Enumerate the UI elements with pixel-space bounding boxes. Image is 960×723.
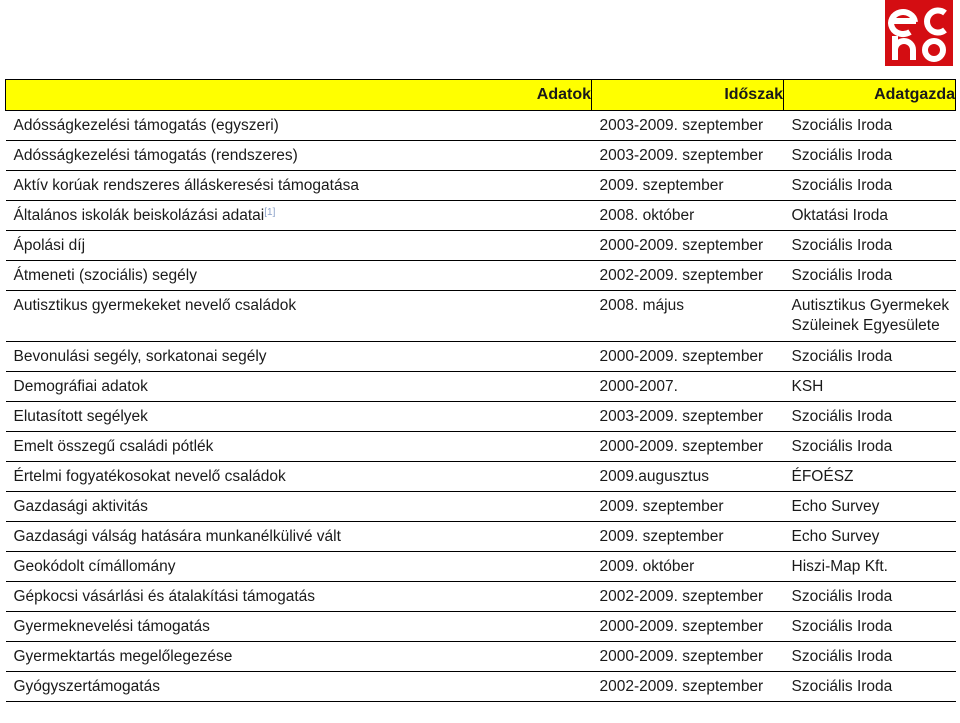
cell-data: Gazdasági aktivitás — [6, 492, 592, 522]
cell-period: 2002-2009. szeptember — [592, 582, 784, 612]
cell-period: 2000-2009. szeptember — [592, 642, 784, 672]
cell-owner: Szociális Iroda — [784, 111, 956, 141]
cell-data: Emelt összegű családi pótlék — [6, 432, 592, 462]
cell-owner: Szociális Iroda — [784, 141, 956, 171]
footnote-ref-link[interactable]: [1] — [264, 207, 276, 218]
cell-owner: Szociális Iroda — [784, 402, 956, 432]
header-adatok: Adatok — [6, 80, 592, 111]
cell-data: Gyermektartás megelőlegezése — [6, 642, 592, 672]
cell-period: 2003-2009. szeptember — [592, 402, 784, 432]
cell-owner-line2: Szüleinek Egyesülete — [791, 317, 940, 334]
table-row — [6, 492, 956, 522]
header-idoszak: Időszak — [592, 80, 784, 111]
cell-owner: Szociális Iroda — [784, 642, 956, 672]
cell-owner: Szociális Iroda — [784, 342, 956, 372]
table-row — [6, 402, 956, 432]
cell-owner: Echo Survey — [784, 492, 956, 522]
table-row — [6, 231, 956, 261]
table-row — [6, 141, 956, 171]
cell-data: Demográfiai adatok — [6, 372, 592, 402]
cell-data: Gyógyszertámogatás — [6, 672, 592, 702]
cell-period: 2008. május — [592, 291, 784, 342]
cell-owner-line1: Autisztikus Gyermekek — [791, 297, 950, 314]
cell-owner: Szociális Iroda — [784, 612, 956, 642]
cell-owner — [784, 291, 956, 342]
header-row — [6, 80, 956, 111]
cell-period: 2009.augusztus — [592, 462, 784, 492]
table-row — [6, 171, 956, 201]
table-row — [6, 201, 956, 231]
cell-owner: Oktatási Iroda — [784, 201, 956, 231]
cell-period: 2000-2009. szeptember — [592, 612, 784, 642]
cell-owner: Szociális Iroda — [784, 261, 956, 291]
cell-owner: Echo Survey — [784, 522, 956, 552]
table-row — [6, 612, 956, 642]
cell-period: 2002-2009. szeptember — [592, 261, 784, 291]
cell-data-text: Általános iskolák beiskolázási adatai — [13, 207, 265, 224]
cell-data: Bevonulási segély, sorkatonai segély — [6, 342, 592, 372]
cell-period: 2009. szeptember — [592, 522, 784, 552]
data-table — [5, 79, 956, 702]
cell-owner: Szociális Iroda — [784, 432, 956, 462]
cell-data: Adósságkezelési támogatás (rendszeres) — [6, 141, 592, 171]
cell-owner: Szociális Iroda — [784, 171, 956, 201]
cell-period: 2009. szeptember — [592, 171, 784, 201]
cell-data: Aktív korúak rendszeres álláskeresési támogatása — [6, 171, 592, 201]
cell-data: Ápolási díj — [6, 231, 592, 261]
cell-owner: Szociális Iroda — [784, 231, 956, 261]
table-row — [6, 372, 956, 402]
table-row — [6, 582, 956, 612]
table-row — [6, 522, 956, 552]
table-row — [6, 672, 956, 702]
table-row — [6, 291, 956, 342]
table-row — [6, 552, 956, 582]
cell-owner: ÉFOÉSZ — [784, 462, 956, 492]
cell-period: 2009. október — [592, 552, 784, 582]
cell-owner: Szociális Iroda — [784, 672, 956, 702]
cell-data: Gazdasági válság hatására munkanélkülivé vált — [6, 522, 592, 552]
cell-period: 2000-2007. — [592, 372, 784, 402]
cell-data: Autisztikus gyermekeket nevelő családok — [6, 291, 592, 342]
table-row — [6, 342, 956, 372]
cell-period: 2000-2009. szeptember — [592, 432, 784, 462]
cell-owner: KSH — [784, 372, 956, 402]
cell-data: Gépkocsi vásárlási és átalakítási támogatás — [6, 582, 592, 612]
header-adatgazda: Adatgazda — [784, 80, 956, 111]
cell-period: 2003-2009. szeptember — [592, 141, 784, 171]
cell-period: 2000-2009. szeptember — [592, 342, 784, 372]
echo-logo-icon — [885, 0, 953, 66]
echo-logo — [885, 0, 953, 66]
cell-data: Értelmi fogyatékosokat nevelő családok — [6, 462, 592, 492]
cell-data — [6, 201, 592, 231]
cell-data: Gyermeknevelési támogatás — [6, 612, 592, 642]
cell-owner: Szociális Iroda — [784, 582, 956, 612]
cell-data: Adósságkezelési támogatás (egyszeri) — [6, 111, 592, 141]
cell-owner: Hiszi-Map Kft. — [784, 552, 956, 582]
table-row — [6, 111, 956, 141]
cell-period: 2003-2009. szeptember — [592, 111, 784, 141]
cell-period: 2000-2009. szeptember — [592, 231, 784, 261]
table-row — [6, 462, 956, 492]
cell-data: Elutasított segélyek — [6, 402, 592, 432]
table-row — [6, 642, 956, 672]
table-row — [6, 432, 956, 462]
cell-period: 2008. október — [592, 201, 784, 231]
table-row — [6, 261, 956, 291]
cell-period: 2009. szeptember — [592, 492, 784, 522]
cell-data: Átmeneti (szociális) segély — [6, 261, 592, 291]
cell-period: 2002-2009. szeptember — [592, 672, 784, 702]
cell-data: Geokódolt címállomány — [6, 552, 592, 582]
